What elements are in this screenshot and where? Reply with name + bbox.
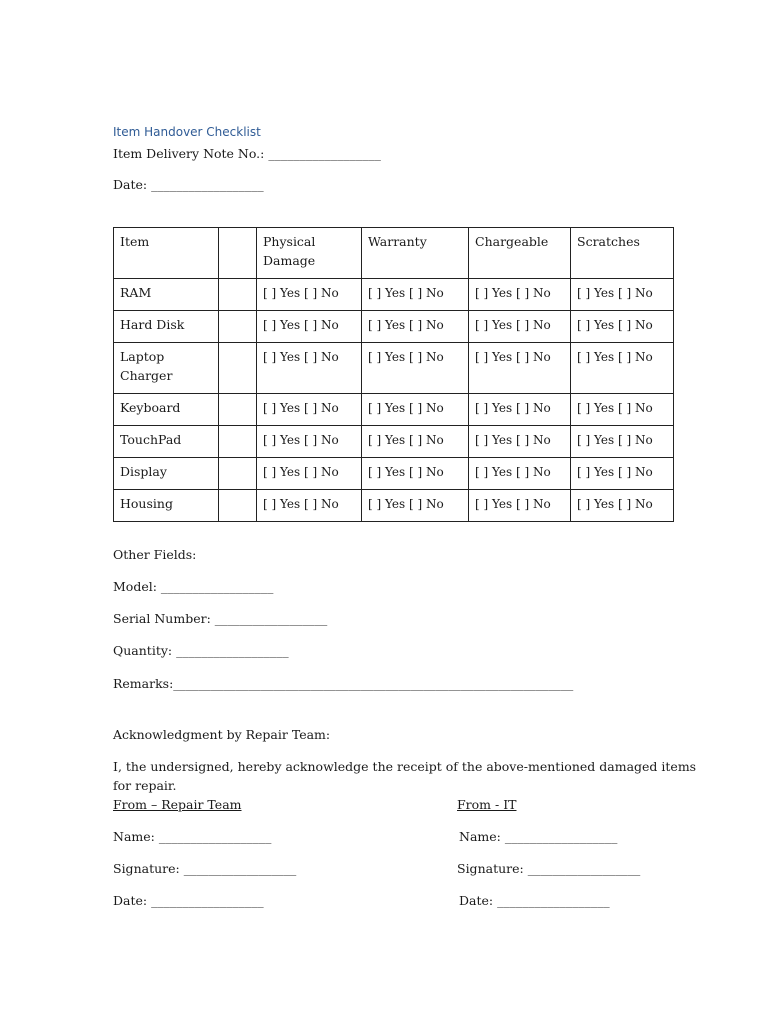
- row-label-keyboard: Keyboard: [114, 394, 219, 426]
- scratches-option[interactable]: [571, 458, 674, 490]
- row-label-housing: Housing: [114, 490, 219, 522]
- chargeable-option[interactable]: [469, 458, 571, 490]
- document-title: Item Handover Checklist: [113, 125, 261, 139]
- physical-damage-option[interactable]: [257, 311, 362, 343]
- table-header-row: [114, 228, 674, 279]
- table-row: [114, 490, 674, 522]
- warranty-option[interactable]: [362, 458, 469, 490]
- acknowledgment-statement-line1: I, the undersigned, hereby acknowledge the receipt of the above-mentioned damaged items: [113, 759, 697, 774]
- it-signature-field: Signature: __________________: [457, 861, 641, 876]
- row-blank-cell: [219, 490, 257, 522]
- serial-number-field: Serial Number: __________________: [113, 611, 328, 626]
- header-physical-damage: Physical Damage: [257, 228, 362, 279]
- warranty-option[interactable]: [362, 490, 469, 522]
- row-blank-cell: [219, 311, 257, 343]
- row-label-display: Display: [114, 458, 219, 490]
- option-text: [ ] Yes [ ] No: [368, 286, 444, 300]
- option-text: [ ] Yes [ ] No: [577, 465, 653, 479]
- header-warranty: Warranty: [362, 228, 469, 279]
- checklist-table: [113, 227, 674, 522]
- remarks-field: Remarks:________________________________________________________________: [113, 676, 574, 691]
- table-row: [114, 311, 674, 343]
- row-blank-cell: [219, 343, 257, 394]
- scratches-option[interactable]: [571, 426, 674, 458]
- it-date-field: Date: __________________: [459, 893, 610, 908]
- scratches-option[interactable]: [571, 343, 674, 394]
- option-text: [ ] Yes [ ] No: [475, 401, 551, 415]
- scratches-option[interactable]: [571, 311, 674, 343]
- table-row: [114, 458, 674, 490]
- chargeable-option[interactable]: [469, 343, 571, 394]
- scratches-option[interactable]: [571, 490, 674, 522]
- header-item: Item: [114, 228, 219, 279]
- row-blank-cell: [219, 426, 257, 458]
- physical-damage-option[interactable]: [257, 426, 362, 458]
- option-text: [ ] Yes [ ] No: [263, 401, 339, 415]
- chargeable-option[interactable]: [469, 490, 571, 522]
- row-label-touchpad: TouchPad: [114, 426, 219, 458]
- option-text: [ ] Yes [ ] No: [368, 350, 444, 364]
- row-blank-cell: [219, 279, 257, 311]
- option-text: [ ] Yes [ ] No: [263, 497, 339, 511]
- header-scratches: Scratches: [571, 228, 674, 279]
- option-text: [ ] Yes [ ] No: [475, 318, 551, 332]
- repair-team-name-field: Name: __________________: [113, 829, 272, 844]
- table-row: [114, 394, 674, 426]
- warranty-option[interactable]: [362, 311, 469, 343]
- chargeable-option[interactable]: [469, 426, 571, 458]
- option-text: [ ] Yes [ ] No: [263, 433, 339, 447]
- warranty-option[interactable]: [362, 426, 469, 458]
- option-text: [ ] Yes [ ] No: [475, 433, 551, 447]
- option-text: [ ] Yes [ ] No: [263, 318, 339, 332]
- header-blank: [219, 228, 257, 279]
- table-row: [114, 343, 674, 394]
- physical-damage-option[interactable]: [257, 394, 362, 426]
- row-label-ram: RAM: [114, 279, 219, 311]
- header-chargeable: Chargeable: [469, 228, 571, 279]
- option-text: [ ] Yes [ ] No: [577, 286, 653, 300]
- chargeable-option[interactable]: [469, 394, 571, 426]
- chargeable-option[interactable]: [469, 311, 571, 343]
- option-text: [ ] Yes [ ] No: [368, 497, 444, 511]
- model-field: Model: __________________: [113, 579, 274, 594]
- row-label-hard-disk: Hard Disk: [114, 311, 219, 343]
- option-text: [ ] Yes [ ] No: [577, 497, 653, 511]
- option-text: [ ] Yes [ ] No: [368, 318, 444, 332]
- scratches-option[interactable]: [571, 394, 674, 426]
- option-text: [ ] Yes [ ] No: [577, 433, 653, 447]
- warranty-option[interactable]: [362, 394, 469, 426]
- physical-damage-option[interactable]: [257, 343, 362, 394]
- it-heading: From - IT: [457, 797, 517, 812]
- physical-damage-option[interactable]: [257, 279, 362, 311]
- scratches-option[interactable]: [571, 279, 674, 311]
- acknowledgment-title: Acknowledgment by Repair Team:: [113, 727, 331, 742]
- it-name-field: Name: __________________: [459, 829, 618, 844]
- option-text: [ ] Yes [ ] No: [577, 318, 653, 332]
- other-fields-title: Other Fields:: [113, 547, 197, 562]
- option-text: [ ] Yes [ ] No: [263, 286, 339, 300]
- option-text: [ ] Yes [ ] No: [263, 465, 339, 479]
- warranty-option[interactable]: [362, 279, 469, 311]
- warranty-option[interactable]: [362, 343, 469, 394]
- option-text: [ ] Yes [ ] No: [368, 401, 444, 415]
- option-text: [ ] Yes [ ] No: [475, 465, 551, 479]
- acknowledgment-statement-line2: for repair.: [113, 778, 177, 793]
- repair-team-heading: From – Repair Team: [113, 797, 242, 812]
- option-text: [ ] Yes [ ] No: [475, 350, 551, 364]
- physical-damage-option[interactable]: [257, 458, 362, 490]
- date-field: Date: __________________: [113, 177, 264, 192]
- quantity-field: Quantity: __________________: [113, 643, 289, 658]
- table-row: [114, 279, 674, 311]
- option-text: [ ] Yes [ ] No: [475, 286, 551, 300]
- option-text: [ ] Yes [ ] No: [577, 401, 653, 415]
- row-blank-cell: [219, 458, 257, 490]
- physical-damage-option[interactable]: [257, 490, 362, 522]
- chargeable-option[interactable]: [469, 279, 571, 311]
- option-text: [ ] Yes [ ] No: [475, 497, 551, 511]
- option-text: [ ] Yes [ ] No: [368, 465, 444, 479]
- row-blank-cell: [219, 394, 257, 426]
- table-row: [114, 426, 674, 458]
- repair-team-date-field: Date: __________________: [113, 893, 264, 908]
- row-label-laptop-charger: Laptop Charger: [114, 343, 219, 394]
- repair-team-signature-field: Signature: __________________: [113, 861, 297, 876]
- option-text: [ ] Yes [ ] No: [368, 433, 444, 447]
- option-text: [ ] Yes [ ] No: [263, 350, 339, 364]
- option-text: [ ] Yes [ ] No: [577, 350, 653, 364]
- delivery-note-field: Item Delivery Note No.: __________________: [113, 146, 381, 161]
